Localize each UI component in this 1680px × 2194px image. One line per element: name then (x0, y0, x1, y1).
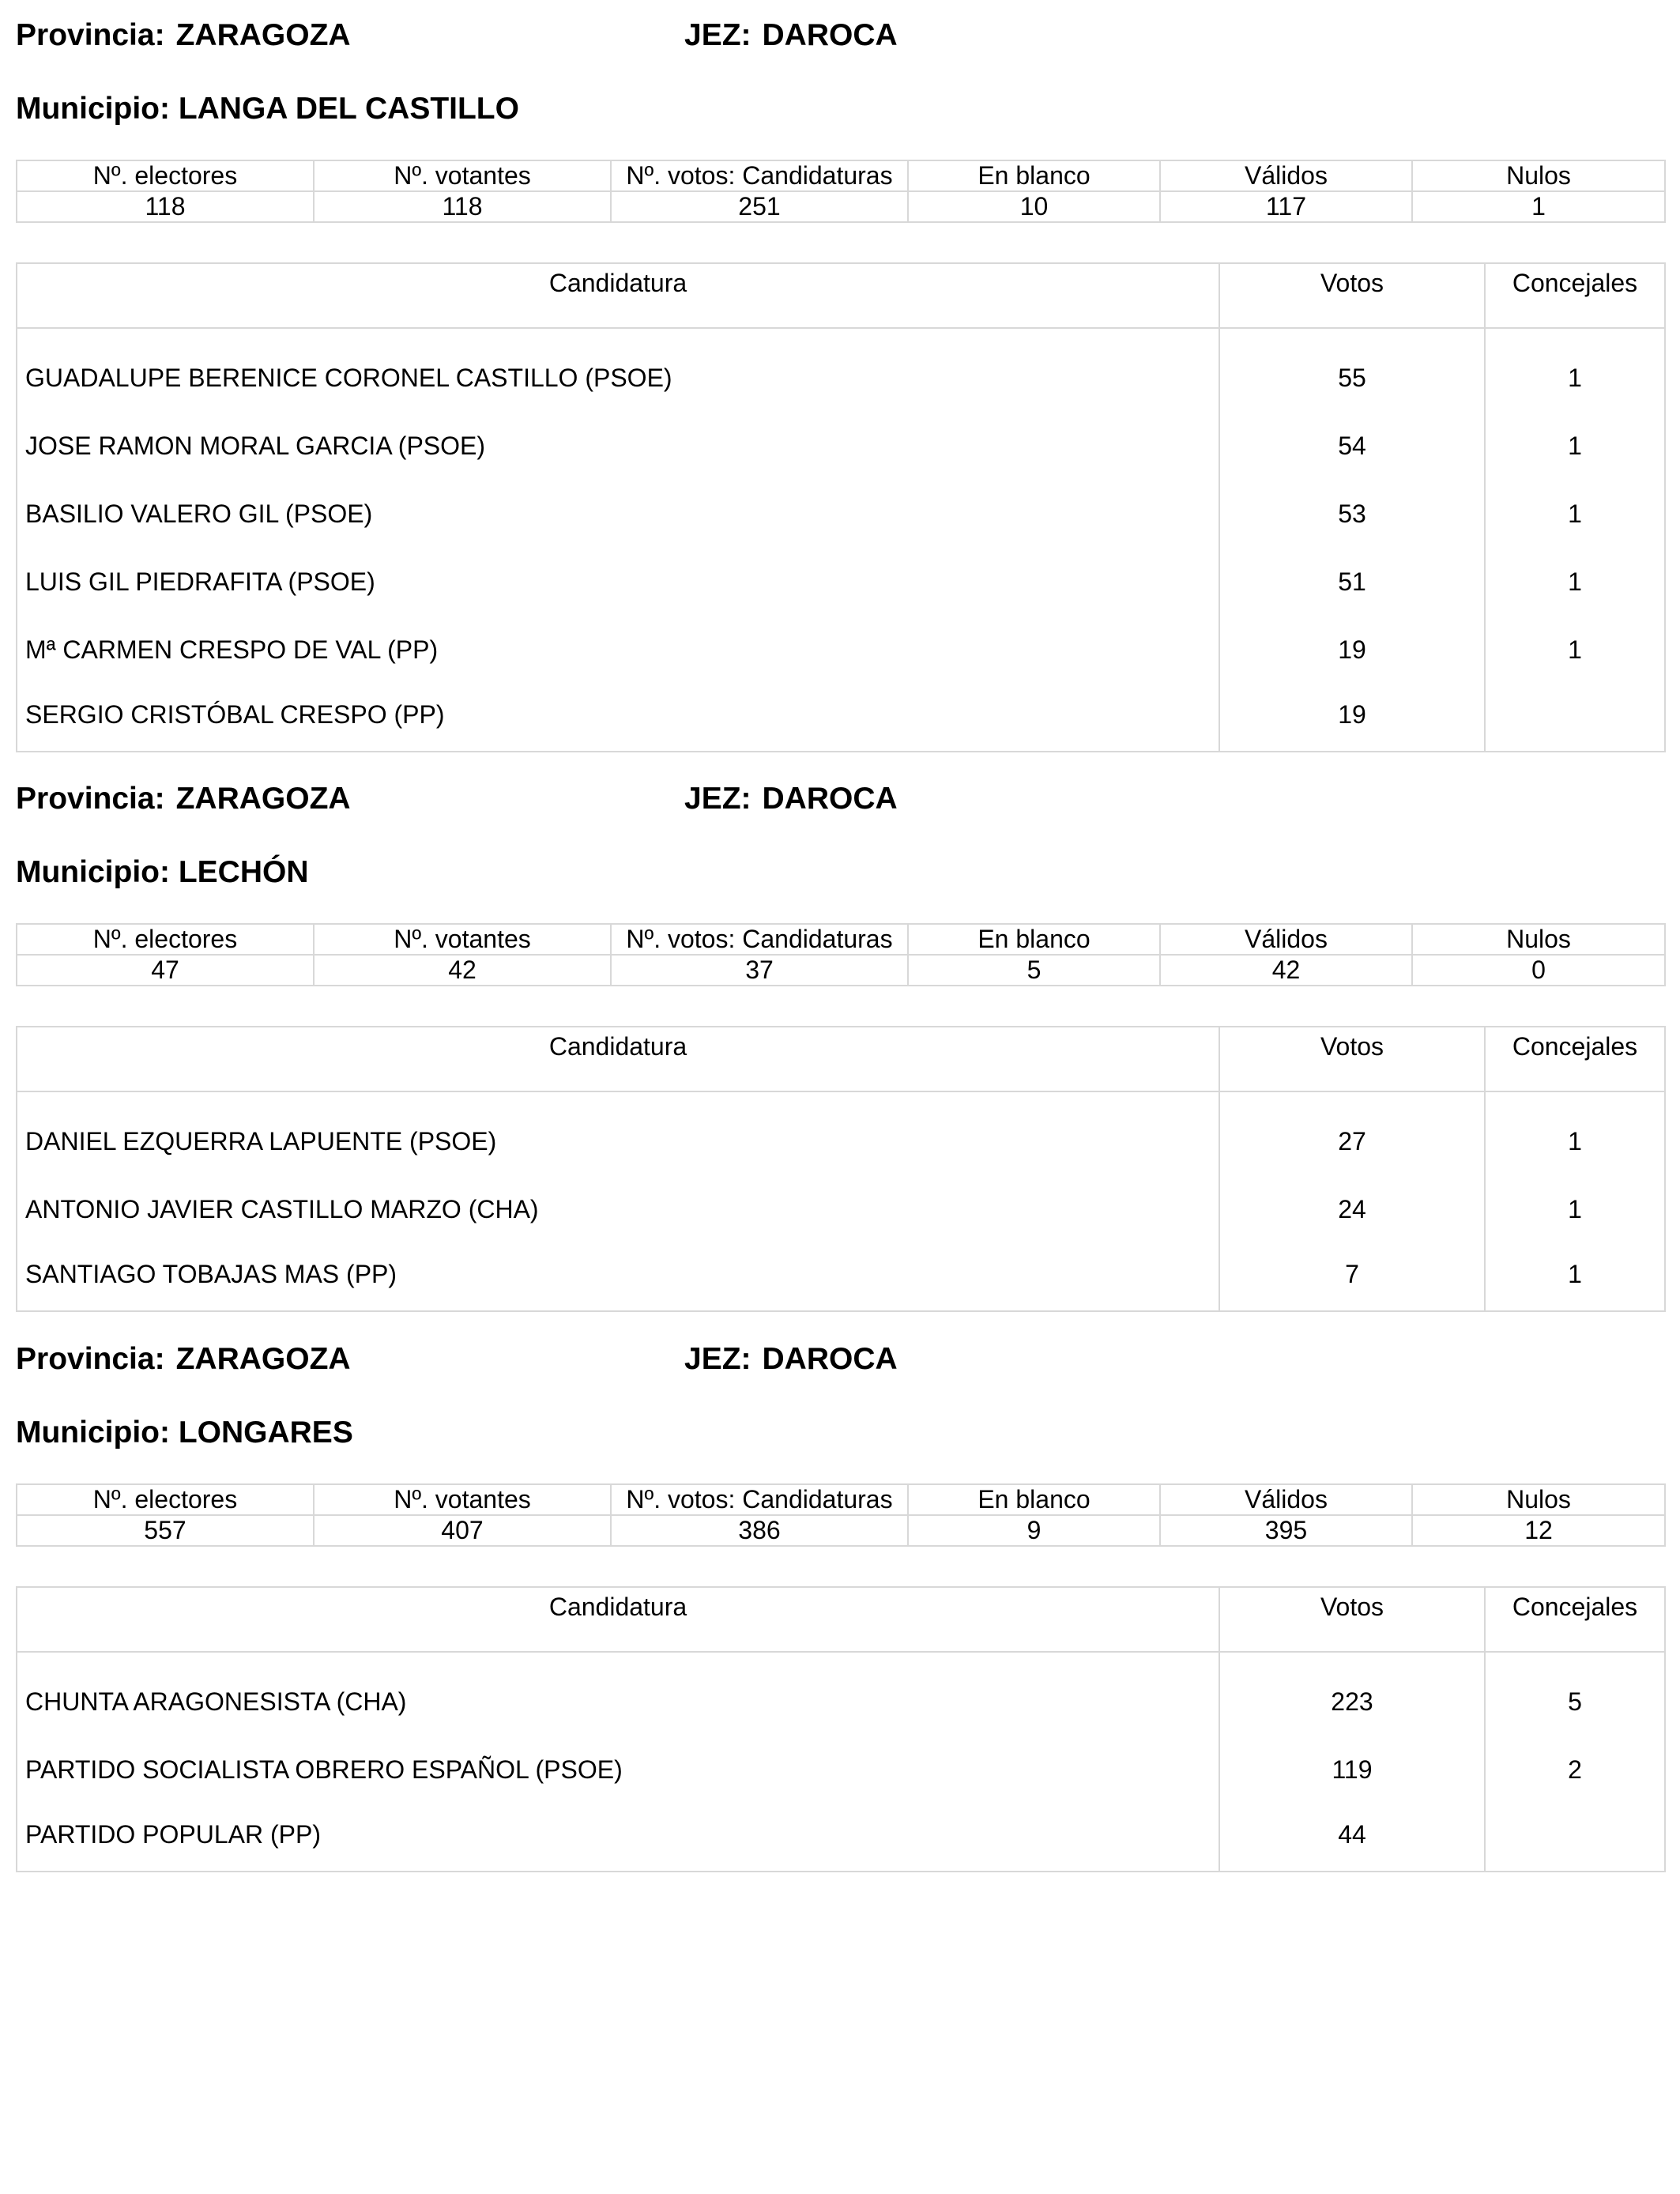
summary-header: Nº. votos: Candidaturas (611, 924, 908, 955)
provincia-label: Provincia: (16, 782, 165, 816)
summary-value: 9 (908, 1515, 1160, 1546)
summary-value: 10 (908, 191, 1160, 222)
summary-header: Nº. votos: Candidaturas (611, 1484, 908, 1515)
table-row (17, 684, 1665, 752)
jez-value: DAROCA (762, 782, 898, 816)
concejales-header: Concejales (1485, 263, 1665, 328)
municipio-heading (16, 1415, 353, 1451)
concejales-header: Concejales (1485, 1587, 1665, 1652)
municipio-value: LONGARES (178, 1416, 353, 1449)
summary-value: 557 (17, 1515, 314, 1546)
candidates-table (16, 262, 1666, 752)
candidate-votos: 53 (1219, 480, 1485, 548)
table-row (17, 1804, 1665, 1872)
summary-header: Nº. votantes (314, 160, 611, 191)
jez-heading (684, 1341, 898, 1378)
candidate-name: PARTIDO POPULAR (PP) (17, 1804, 1219, 1872)
summary-table (16, 923, 1666, 986)
provincia-heading (16, 17, 351, 54)
jez-value: DAROCA (762, 18, 898, 52)
table-row (17, 480, 1665, 548)
candidates-header-row (17, 1027, 1665, 1091)
jez-label: JEZ: (684, 18, 751, 52)
votos-header: Votos (1219, 263, 1485, 328)
summary-value: 47 (17, 955, 314, 986)
candidate-concejales (1485, 1804, 1665, 1872)
summary-header: Nº. votantes (314, 924, 611, 955)
jez-heading (684, 781, 898, 817)
summary-table (16, 160, 1666, 223)
jez-label: JEZ: (684, 782, 751, 816)
summary-value: 42 (314, 955, 611, 986)
summary-table (16, 1483, 1666, 1547)
summary-header: En blanco (908, 1484, 1160, 1515)
candidate-votos: 19 (1219, 616, 1485, 684)
summary-header: Nulos (1412, 1484, 1665, 1515)
municipio-label: Municipio: (16, 855, 170, 889)
summary-header: En blanco (908, 160, 1160, 191)
candidate-concejales: 5 (1568, 1687, 1582, 1716)
summary-header: Nº. votantes (314, 1484, 611, 1515)
summary-value: 1 (1412, 191, 1665, 222)
summary-header: Nº. electores (17, 924, 314, 955)
candidate-votos: 119 (1219, 1736, 1485, 1804)
summary-value: 407 (314, 1515, 611, 1546)
candidate-votos: 27 (1219, 1091, 1485, 1175)
candidate-votos: 24 (1219, 1175, 1485, 1243)
candidatura-header: Candidatura (17, 263, 1219, 328)
summary-value: 395 (1160, 1515, 1412, 1546)
votos-header: Votos (1219, 1587, 1485, 1652)
table-row (17, 412, 1665, 480)
provincia-value: ZARAGOZA (175, 1342, 351, 1376)
summary-header: Nulos (1412, 160, 1665, 191)
provincia-value: ZARAGOZA (175, 782, 351, 816)
table-row (17, 1243, 1665, 1311)
summary-header: Nulos (1412, 924, 1665, 955)
summary-header: Válidos (1160, 924, 1412, 955)
summary-value: 386 (611, 1515, 908, 1546)
candidate-name: LUIS GIL PIEDRAFITA (PSOE) (17, 548, 1219, 616)
summary-value: 251 (611, 191, 908, 222)
candidate-concejales: 1 (1568, 1127, 1582, 1155)
summary-value: 12 (1412, 1515, 1665, 1546)
candidates-table (16, 1026, 1666, 1312)
municipio-value: LANGA DEL CASTILLO (178, 92, 519, 126)
table-row (17, 616, 1665, 684)
provincia-heading (16, 781, 351, 817)
candidate-votos: 223 (1219, 1652, 1485, 1736)
candidates-header-row (17, 1587, 1665, 1652)
candidate-votos: 7 (1219, 1243, 1485, 1311)
candidate-name: SANTIAGO TOBAJAS MAS (PP) (17, 1243, 1219, 1311)
summary-value: 117 (1160, 191, 1412, 222)
municipio-label: Municipio: (16, 1416, 170, 1449)
table-row (17, 328, 1665, 412)
candidate-votos: 51 (1219, 548, 1485, 616)
provincia-heading (16, 1341, 351, 1378)
summary-header: En blanco (908, 924, 1160, 955)
summary-value: 37 (611, 955, 908, 986)
summary-header: Nº. electores (17, 1484, 314, 1515)
candidate-name: ANTONIO JAVIER CASTILLO MARZO (CHA) (17, 1175, 1219, 1243)
candidate-name: DANIEL EZQUERRA LAPUENTE (PSOE) (17, 1091, 1219, 1175)
candidate-concejales: 1 (1568, 567, 1582, 596)
candidate-concejales: 1 (1568, 431, 1582, 460)
table-row (17, 1736, 1665, 1804)
jez-value: DAROCA (762, 1342, 898, 1376)
candidate-name: GUADALUPE BERENICE CORONEL CASTILLO (PSOE) (17, 328, 1219, 412)
summary-value: 118 (314, 191, 611, 222)
candidate-concejales: 1 (1568, 1194, 1582, 1223)
summary-value: 42 (1160, 955, 1412, 986)
candidate-name: PARTIDO SOCIALISTA OBRERO ESPAÑOL (PSOE) (17, 1736, 1219, 1804)
jez-label: JEZ: (684, 1342, 751, 1376)
concejales-header: Concejales (1485, 1027, 1665, 1091)
summary-header-row (17, 924, 1665, 955)
provincia-label: Provincia: (16, 1342, 165, 1376)
table-row (17, 1091, 1665, 1175)
candidate-concejales: 2 (1568, 1755, 1582, 1784)
municipio-heading (16, 91, 519, 127)
candidates-table (16, 1586, 1666, 1872)
candidate-concejales: 1 (1568, 364, 1582, 392)
summary-value: 118 (17, 191, 314, 222)
summary-value: 0 (1412, 955, 1665, 986)
municipio-label: Municipio: (16, 92, 170, 126)
municipio-value: LECHÓN (178, 855, 309, 889)
summary-header: Nº. votos: Candidaturas (611, 160, 908, 191)
summary-value: 5 (908, 955, 1160, 986)
candidate-name: Mª CARMEN CRESPO DE VAL (PP) (17, 616, 1219, 684)
candidate-concejales: 1 (1568, 499, 1582, 528)
candidate-concejales (1485, 684, 1665, 752)
votos-header: Votos (1219, 1027, 1485, 1091)
candidate-concejales: 1 (1568, 1260, 1582, 1288)
candidate-concejales: 1 (1568, 635, 1582, 664)
summary-value-row (17, 1515, 1665, 1546)
candidate-votos: 19 (1219, 684, 1485, 752)
summary-header: Válidos (1160, 1484, 1412, 1515)
jez-heading (684, 17, 898, 54)
candidate-votos: 55 (1219, 328, 1485, 412)
candidate-name: SERGIO CRISTÓBAL CRESPO (PP) (17, 684, 1219, 752)
table-row (17, 1652, 1665, 1736)
summary-header: Nº. electores (17, 160, 314, 191)
summary-value-row (17, 955, 1665, 986)
candidatura-header: Candidatura (17, 1027, 1219, 1091)
summary-header: Válidos (1160, 160, 1412, 191)
table-row (17, 1175, 1665, 1243)
provincia-value: ZARAGOZA (175, 18, 351, 52)
candidates-header-row (17, 263, 1665, 328)
summary-value-row (17, 191, 1665, 222)
summary-header-row (17, 1484, 1665, 1515)
municipio-heading (16, 854, 308, 891)
candidate-votos: 44 (1219, 1804, 1485, 1872)
candidate-name: JOSE RAMON MORAL GARCIA (PSOE) (17, 412, 1219, 480)
candidate-name: CHUNTA ARAGONESISTA (CHA) (17, 1652, 1219, 1736)
summary-header-row (17, 160, 1665, 191)
candidatura-header: Candidatura (17, 1587, 1219, 1652)
candidate-votos: 54 (1219, 412, 1485, 480)
candidate-name: BASILIO VALERO GIL (PSOE) (17, 480, 1219, 548)
table-row (17, 548, 1665, 616)
provincia-label: Provincia: (16, 18, 165, 52)
